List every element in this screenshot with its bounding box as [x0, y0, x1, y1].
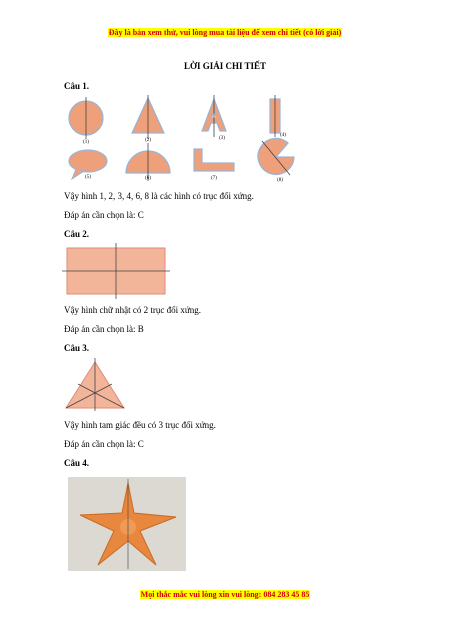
page-title: LỜI GIẢI CHI TIẾT [183, 61, 267, 71]
shape-3-label: (3) [219, 136, 225, 141]
question-2-conclusion: Vậy hình chữ nhật có 2 trục đối xứng. [64, 305, 201, 315]
question-1-figure [62, 95, 302, 183]
shape-6-label: (6) [145, 176, 151, 181]
bottom-banner-text: Mọi thắc mắc vui lòng xin vui lòng: 084 283 45 85 [140, 590, 310, 599]
shape-8-label: (8) [277, 178, 283, 183]
question-1-label: Câu 1. [64, 81, 90, 91]
shape-1-label: (1) [83, 140, 89, 145]
question-2-figure [62, 243, 172, 299]
question-2-answer: Đáp án cần chọn là: B [64, 324, 144, 334]
shape-8-sector [258, 138, 294, 175]
question-3-figure [62, 356, 128, 412]
question-4-label: Câu 4. [64, 458, 90, 468]
question-4-figure [68, 477, 186, 571]
shape-2-triangle [132, 95, 164, 139]
shape-5-label: (5) [85, 175, 91, 180]
bottom-banner [0, 590, 450, 599]
shape-1-circle [69, 97, 103, 139]
shape-3-letter-a [202, 95, 226, 137]
shape-4-bar [270, 95, 280, 137]
question-3-label: Câu 3. [64, 343, 90, 353]
shape-4-label: (4) [280, 133, 286, 138]
question-2-label: Câu 2. [64, 229, 90, 239]
shape-7-label: (7) [211, 176, 217, 181]
shape-7-l-shape [194, 149, 234, 171]
top-banner [0, 28, 450, 37]
shape-2-label: (2) [145, 138, 151, 143]
question-3-answer: Đáp án cần chọn là: C [64, 439, 144, 449]
top-banner-text: Đây là bản xem thử, vui lòng mua tài liệu để xem chi tiết (có lời giải) [108, 28, 342, 37]
question-3-conclusion: Vậy hình tam giác đều có 3 trục đối xứng. [64, 420, 216, 430]
question-1-answer: Đáp án cần chọn là: C [64, 210, 144, 220]
question-1-conclusion: Vậy hình 1, 2, 3, 4, 6, 8 là các hình có trục đối xứng. [64, 191, 254, 201]
